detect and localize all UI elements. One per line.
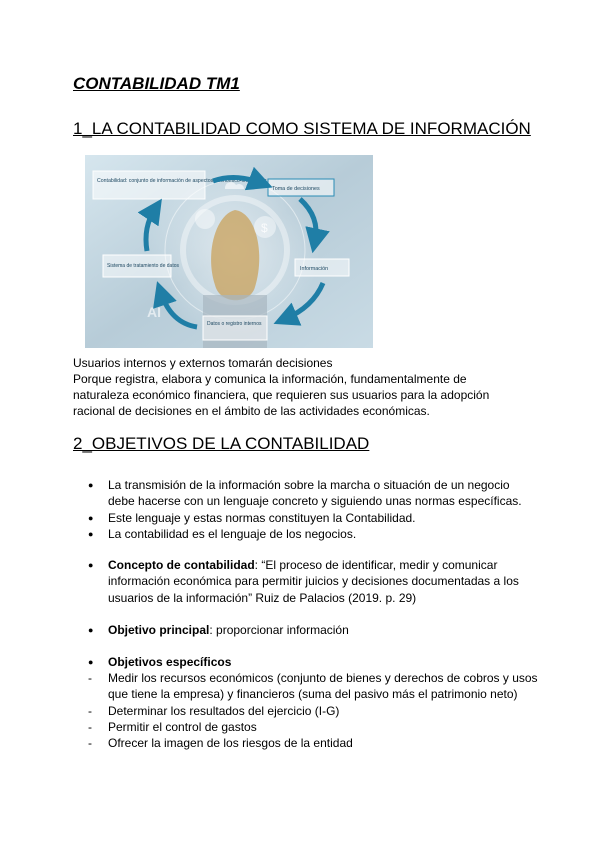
- dash-item: - Permitir el control de gastos: [88, 719, 538, 735]
- diagram-box-1: [93, 171, 205, 199]
- concepto-label: Concepto de contabilidad: [108, 558, 255, 572]
- diagram-box-1-label: Contabilidad: conjunto de información de aspectos económico-financieros: [97, 178, 267, 184]
- document-title: CONTABILIDAD TM1: [73, 74, 240, 93]
- dash-item: - Determinar los resultados del ejercicio (I-G): [88, 703, 538, 719]
- svg-text:Toma de decisiones: [272, 186, 320, 192]
- accounting-cycle-diagram: [85, 155, 373, 348]
- concepto-text: : “El proceso de identificar, medir y comunicar información económica para permitir juicios y decisiones documentadas a los usuarios de la información” Ruiz de Palacios (2019. p. 29): [108, 558, 519, 605]
- para-line-3: naturaleza económico financiera, que requieren sus usuarios para la adopción: [73, 388, 490, 402]
- objetivo-principal-text: : proporcionar información: [209, 623, 349, 637]
- diagram-box-4: [203, 316, 267, 340]
- objetivo-principal-label: Objetivo principal: [108, 623, 210, 637]
- section-2-heading: 2_OBJETIVOS DE LA CONTABILIDAD: [73, 434, 370, 453]
- dash-item: - Medir los recursos económicos (conjunto de bienes y derechos de cobros y usos que tiene la empresa) y financieros (suma del pasivo más el patrimonio neto): [88, 670, 538, 703]
- para-line-1: Usuarios internos y externos tomarán decisiones: [73, 356, 333, 370]
- objetivos-especificos-item: [88, 654, 558, 670]
- diagram-box-2-label: Toma de decisiones: [272, 186, 320, 192]
- objectives-bullet-list: [88, 477, 538, 542]
- objetivo-principal-item: [88, 622, 558, 638]
- para-line-2: Porque registra, elabora y comunica la información, fundamentalmente de: [73, 372, 467, 386]
- svg-text:Sistema de tratamiento de dato: [107, 263, 179, 269]
- diagram-box-3-label: Información: [300, 266, 329, 272]
- svg-text:Datos o registro internos: [207, 321, 262, 327]
- dash-item: - Ofrecer la imagen de los riesgos de la entidad: [88, 735, 538, 751]
- diagram-box-4-label: Datos o registro internos: [207, 321, 262, 327]
- ai-icon: AI: [147, 304, 161, 320]
- bullet-item: ● Este lenguaje y estas normas constituyen la Contabilidad.: [88, 510, 538, 526]
- bullet-item: ● La transmisión de la información sobre la marcha o situación de un negocio debe hacerse con un lenguaje concreto y siguiendo unas normas específicas.: [88, 477, 538, 510]
- svg-text:Información: [300, 266, 328, 272]
- para-line-4: racional de decisiones en el ámbito de las actividades económicas.: [73, 404, 430, 418]
- svg-text:$: $: [261, 221, 268, 235]
- concepto-item: [88, 557, 558, 606]
- section-1-paragraph: [73, 355, 533, 419]
- bullet-item: ● La contabilidad es el lenguaje de los negocios.: [88, 526, 538, 542]
- globe-icon: [195, 209, 215, 229]
- specific-objectives-list: [88, 670, 538, 751]
- diagram-box-5-label: Sistema de tratamiento de datos: [107, 263, 179, 269]
- section-1-heading: 1_LA CONTABILIDAD COMO SISTEMA DE INFORMACIÓN: [73, 119, 531, 138]
- objetivos-especificos-label: Objetivos específicos: [108, 655, 232, 669]
